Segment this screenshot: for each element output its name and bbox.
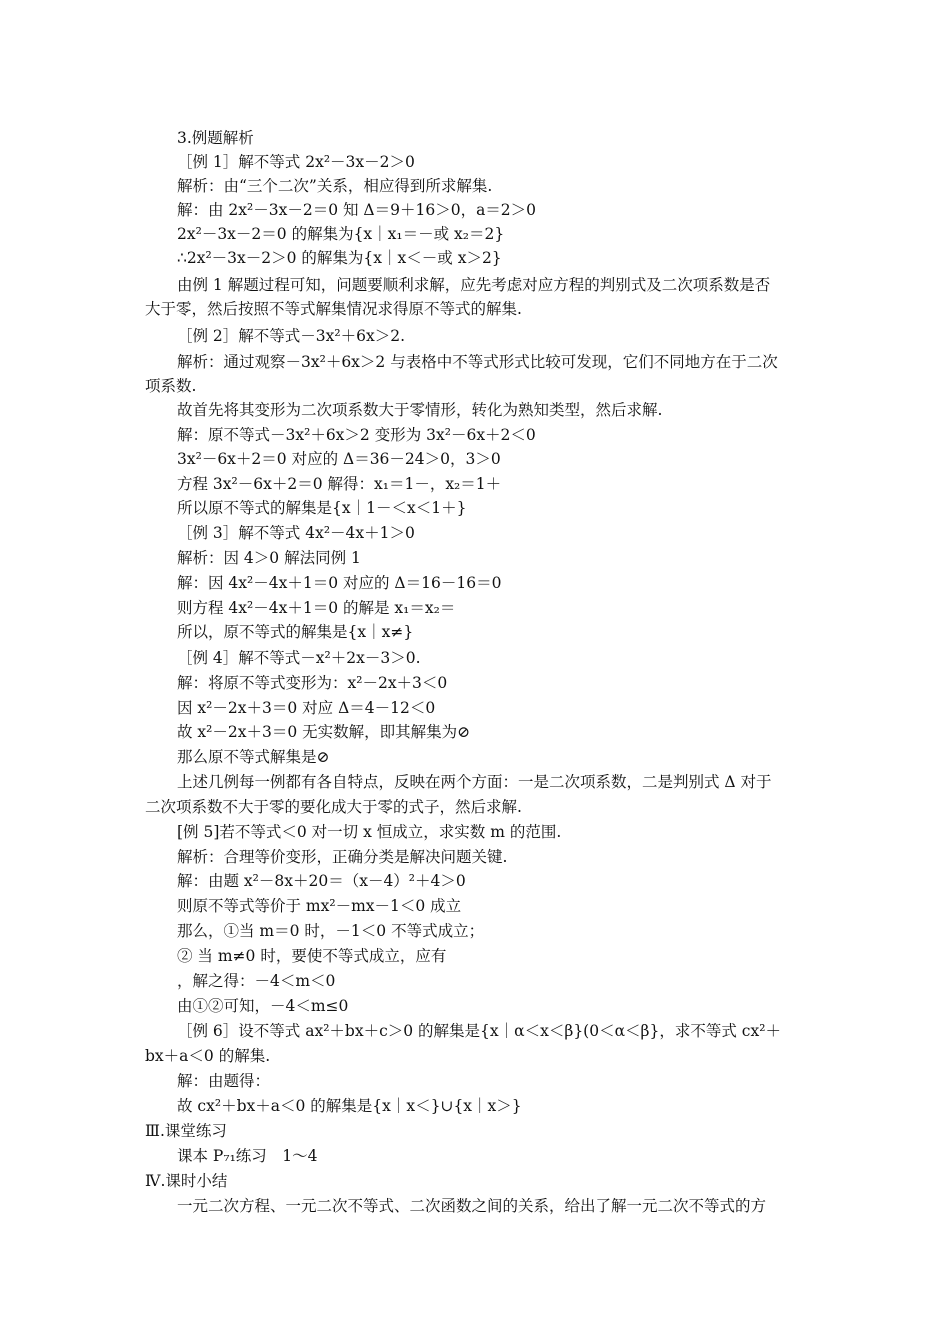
section-heading-summary: Ⅳ.课时小结: [145, 1172, 228, 1190]
text-line: 解析：通过观察－3x²＋6x＞2 与表格中不等式形式比较可发现，它们不同地方在于二次: [177, 353, 778, 371]
text-line: ，解之得：－4＜m＜0: [177, 972, 336, 990]
section-heading: 3.例题解析: [177, 129, 254, 147]
text-line: 故 cx²＋bx＋a＜0 的解集是{x｜x＜}∪{x｜x＞}: [177, 1097, 522, 1115]
text-line: 大于零，然后按照不等式解集情况求得原不等式的解集.: [145, 300, 522, 318]
text-line: 解：将原不等式变形为：x²－2x＋3＜0: [177, 674, 448, 692]
text-line: 则方程 4x²－4x＋1＝0 的解是 x₁＝x₂＝: [177, 599, 456, 617]
text-line: 3x²－6x＋2＝0 对应的 Δ＝36－24＞0，3＞0: [177, 450, 501, 468]
text-line: 解析：因 4＞0 解法同例 1: [177, 549, 361, 567]
text-line: 那么，①当 m＝0 时，－1＜0 不等式成立；: [177, 922, 485, 940]
text-line: 故 x²－2x＋3＝0 无实数解，即其解集为⊘: [177, 723, 471, 741]
text-line: 解：原不等式－3x²＋6x＞2 变形为 3x²－6x＋2＜0: [177, 426, 536, 444]
text-line: 项系数.: [145, 377, 197, 395]
text-line: 解：由 2x²－3x－2＝0 知 Δ＝9＋16＞0，a＝2＞0: [177, 201, 537, 219]
text-line: 解析：合理等价变形，正确分类是解决问题关键.: [177, 848, 508, 866]
text-line: bx＋a＜0 的解集.: [145, 1047, 271, 1065]
text-line: 所以，原不等式的解集是{x｜x≠}: [177, 623, 414, 641]
text-line: 因 x²－2x＋3＝0 对应 Δ＝4－12＜0: [177, 699, 436, 717]
example-3-title: ［例 3］解不等式 4x²－4x＋1＞0: [177, 524, 415, 542]
text-line: 上述几例每一例都有各自特点，反映在两个方面：一是二次项系数，二是判别式 Δ 对于: [177, 773, 772, 791]
section-heading-practice: Ⅲ.课堂练习: [145, 1122, 227, 1140]
text-line: 一元二次方程、一元二次不等式、二次函数之间的关系，给出了解一元二次不等式的方: [177, 1197, 767, 1215]
text-line: 2x²－3x－2＝0 的解集为{x｜x₁＝－或 x₂＝2}: [177, 225, 505, 243]
text-line: ② 当 m≠0 时，要使不等式成立，应有: [177, 947, 447, 965]
example-2-title: ［例 2］解不等式－3x²＋6x＞2.: [177, 327, 405, 345]
text-line: 则原不等式等价于 mx²－mx－1＜0 成立: [177, 897, 462, 915]
example-6-title: ［例 6］设不等式 ax²＋bx＋c＞0 的解集是{x｜α＜x＜β}(0＜α＜β}，求不等式 cx²＋: [177, 1022, 781, 1040]
text-line: 解：因 4x²－4x＋1＝0 对应的 Δ＝16－16＝0: [177, 574, 502, 592]
text-line: 那么原不等式解集是⊘: [177, 748, 330, 766]
example-5-title: [例 5]若不等式＜0 对一切 x 恒成立，求实数 m 的范围.: [177, 823, 562, 841]
example-1-title: ［例 1］解不等式 2x²－3x－2＞0: [177, 153, 415, 171]
text-line: 课本 P₇₁练习 1～4: [177, 1147, 318, 1165]
text-line: 解：由题得：: [177, 1072, 271, 1090]
text-line: 由①②可知，－4＜m≤0: [177, 997, 349, 1015]
text-line: 由例 1 解题过程可知，问题要顺利求解，应先考虑对应方程的判别式及二次项系数是否: [177, 276, 771, 294]
text-line: 故首先将其变形为二次项系数大于零情形，转化为熟知类型，然后求解.: [177, 401, 663, 419]
text-line: 解析：由“三个二次”关系，相应得到所求解集.: [177, 177, 493, 195]
text-line: 解：由题 x²－8x＋20＝（x－4）²＋4＞0: [177, 872, 466, 890]
text-line: 方程 3x²－6x＋2＝0 解得：x₁＝1－，x₂＝1＋: [177, 475, 502, 493]
text-line: 二次项系数不大于零的要化成大于零的式子，然后求解.: [145, 798, 522, 816]
text-line: ∴2x²－3x－2＞0 的解集为{x｜x＜－或 x＞2}: [177, 249, 502, 267]
text-line: 所以原不等式的解集是{x｜1－＜x＜1＋}: [177, 499, 467, 517]
example-4-title: ［例 4］解不等式－x²＋2x－3＞0.: [177, 649, 421, 667]
